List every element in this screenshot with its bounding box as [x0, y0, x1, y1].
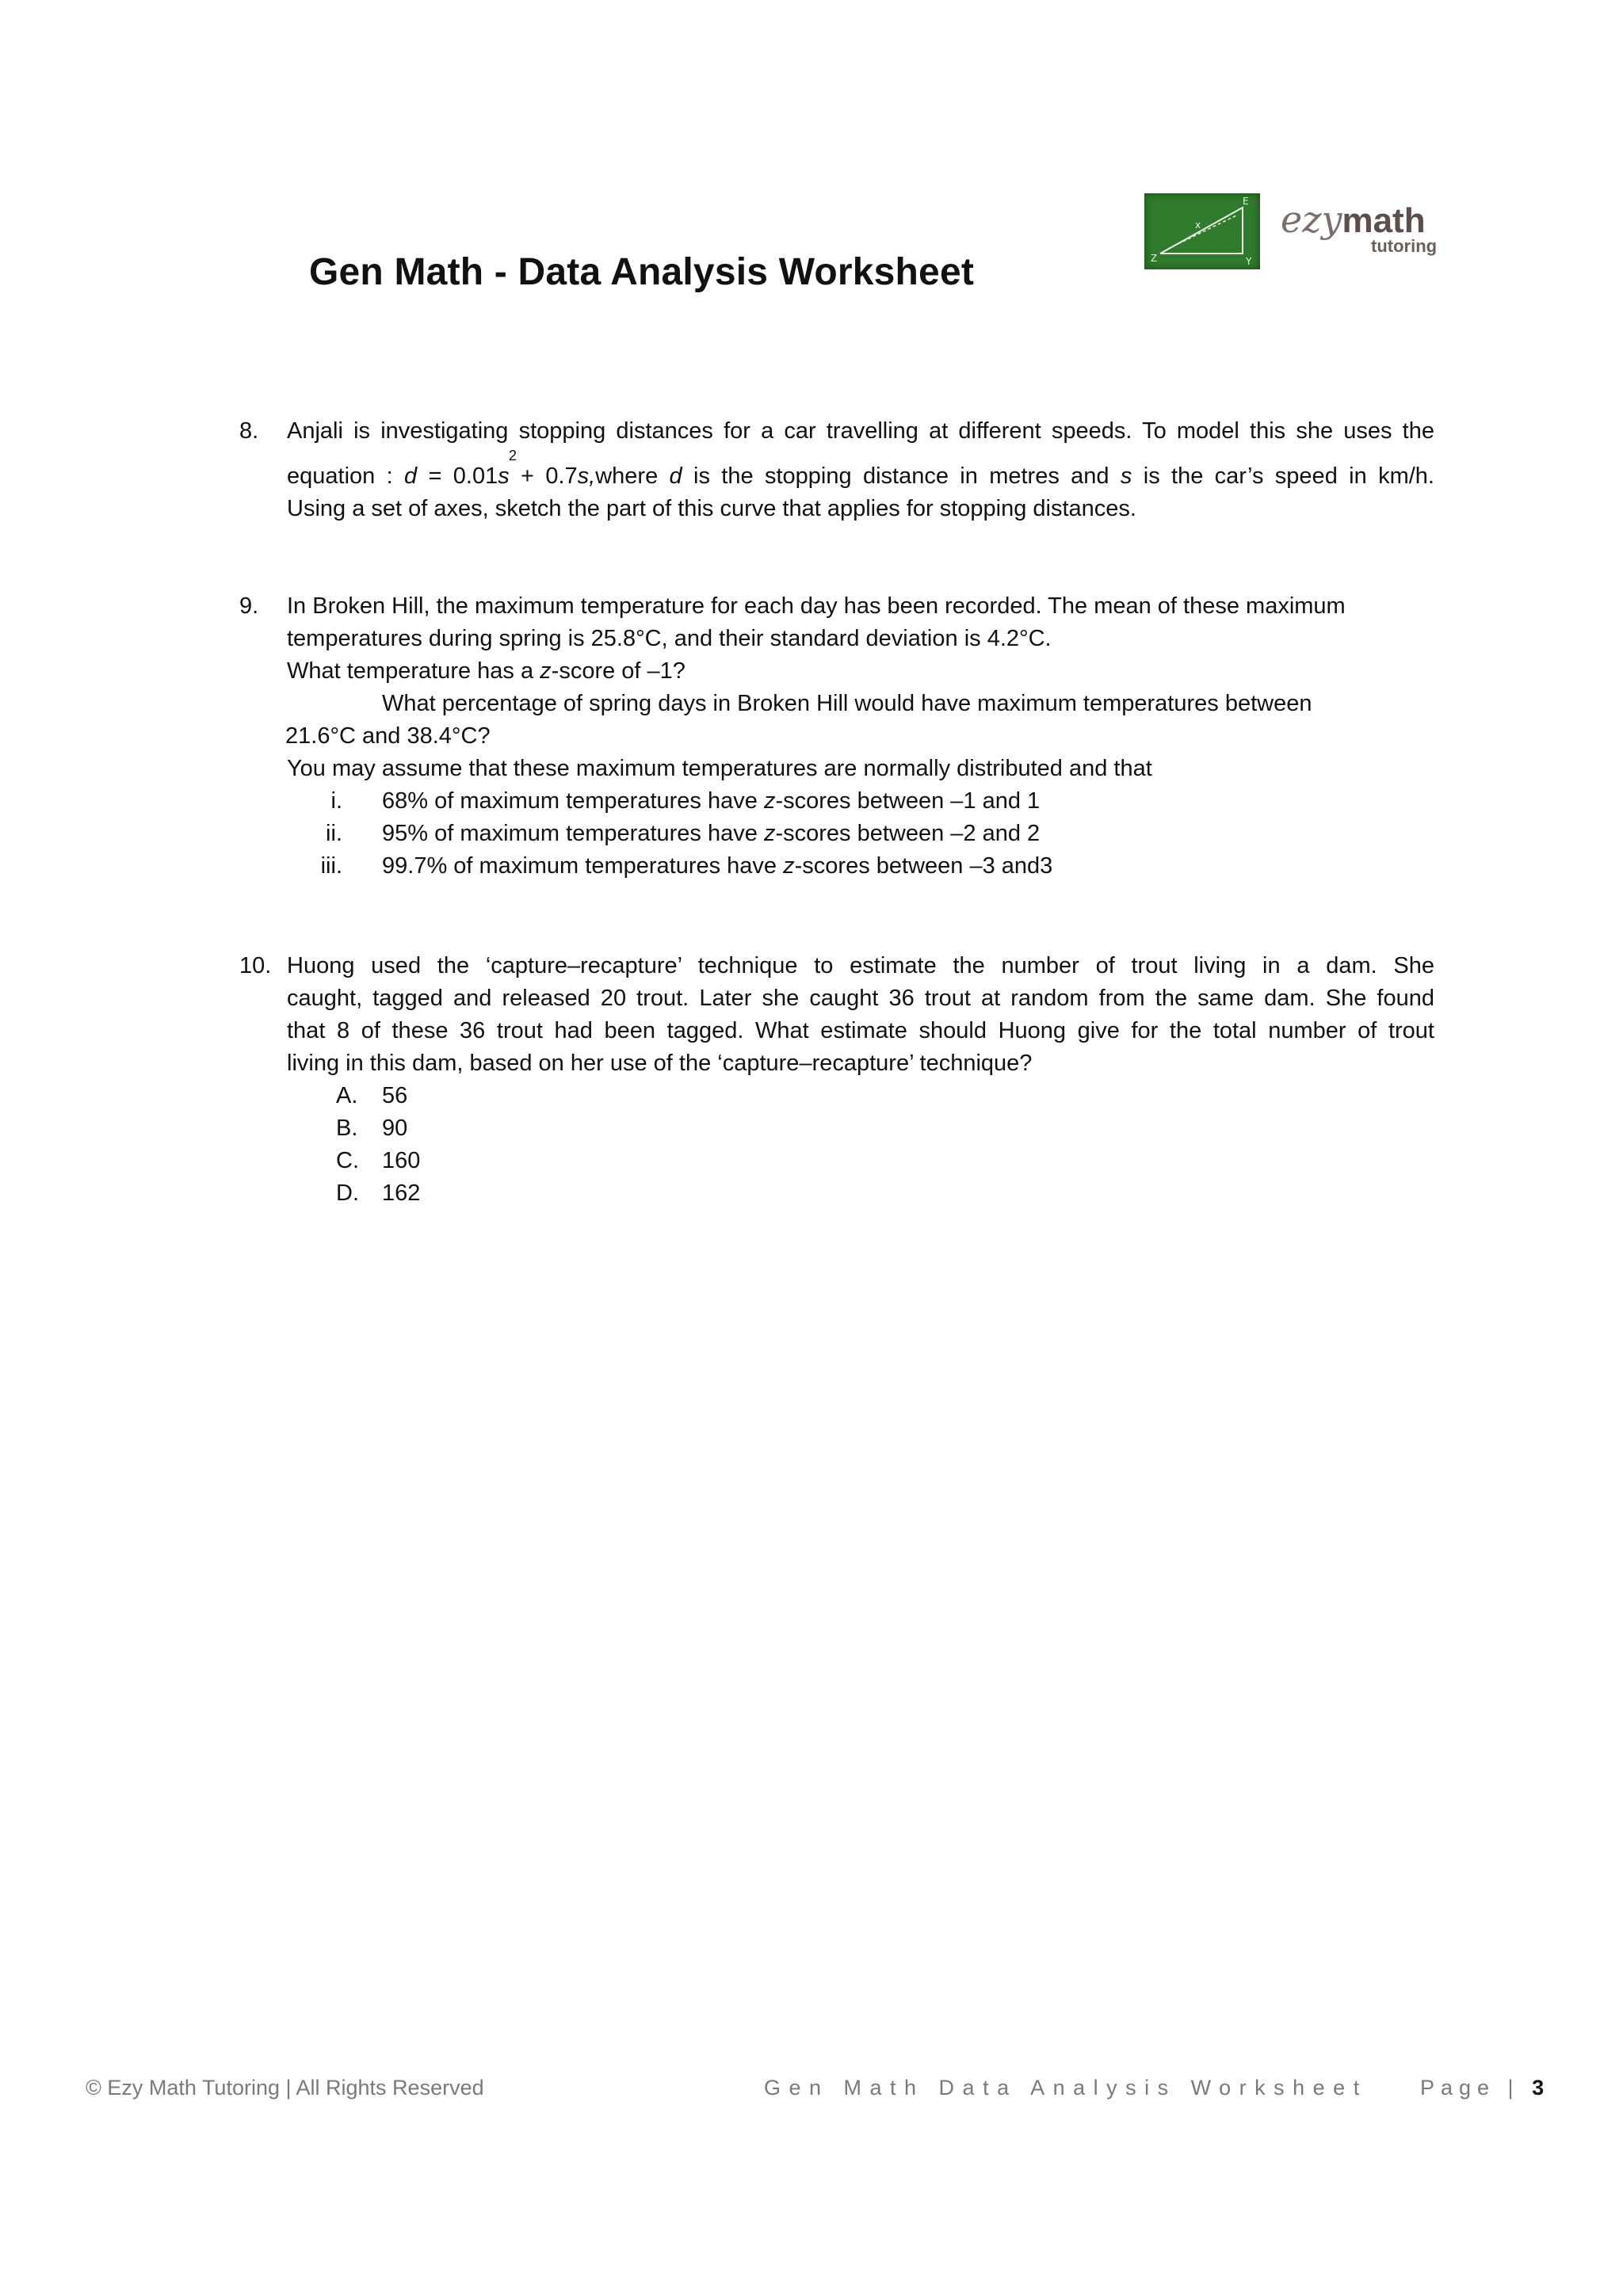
- chalkboard-logo-icon: [1144, 193, 1260, 269]
- question-line: Anjali is investigating stopping distances for a car travelling at different speeds. To model this she uses the: [287, 418, 1434, 444]
- logo-word-ezy: ezy: [1281, 198, 1342, 241]
- question-line: temperatures during spring is 25.8°C, and their standard deviation is 4.2°C.: [287, 626, 1052, 651]
- question-number: 8.: [239, 418, 259, 444]
- item-text: [382, 785, 1040, 818]
- variable-z: z: [763, 821, 776, 846]
- option-label: A.: [336, 1083, 358, 1108]
- variable-s: s: [1120, 463, 1132, 489]
- logo-word-math: math: [1342, 201, 1426, 240]
- page-title: Gen Math - Data Analysis Worksheet: [309, 251, 975, 293]
- question-line: caught, tagged and released 20 trout. Later she caught 36 trout at random from the same dam. She found: [287, 986, 1434, 1011]
- answer-option-b: [287, 1112, 1434, 1145]
- answer-option-a: [287, 1080, 1434, 1112]
- item-text-part: 68% of maximum temperatures have: [382, 788, 764, 814]
- equation-text: + 0.7: [509, 463, 578, 489]
- option-value: 160: [382, 1148, 421, 1173]
- question-line: 21.6°C and 38.4°C?: [285, 723, 491, 749]
- board-letter-e: E: [1243, 196, 1249, 207]
- question-line: that 8 of these 36 trout had been tagged. What estimate should Huong give for the total number of trout: [287, 1018, 1434, 1043]
- item-label: iii.: [320, 853, 342, 879]
- question-line: [287, 655, 1434, 688]
- item-text: [382, 850, 1052, 883]
- question-body: [287, 950, 1434, 1210]
- item-text-part: 95% of maximum temperatures have: [382, 821, 764, 846]
- question-text: -score of –1?: [551, 658, 685, 684]
- item-label: ii.: [326, 821, 342, 846]
- question-line: living in this dam, based on her use of the ‘capture–recapture’ technique?: [287, 1051, 1033, 1076]
- question-number: 10.: [239, 953, 272, 978]
- variable-s: s: [498, 463, 510, 489]
- item-label: i.: [330, 788, 342, 814]
- equation-text: is the stopping distance in metres and: [682, 463, 1121, 489]
- footer-doc-title: Gen Math Data Analysis Worksheet: [764, 2076, 1368, 2100]
- footer-page-number: 3: [1532, 2076, 1545, 2100]
- variable-d: d: [669, 463, 682, 489]
- variable-z: z: [763, 788, 776, 814]
- equation-text: equation :: [287, 463, 405, 489]
- item-text-part: -scores between –1 and 1: [775, 788, 1041, 814]
- assumption-item: [287, 818, 1434, 850]
- board-letter-y: Y: [1246, 256, 1252, 267]
- footer-page-label: Page |: [1420, 2076, 1520, 2100]
- question-line: Using a set of axes, sketch the part of this curve that applies for stopping distances.: [287, 496, 1136, 521]
- option-label: D.: [336, 1180, 359, 1206]
- equation-text: = 0.01: [417, 463, 498, 489]
- answer-option-c: [287, 1145, 1434, 1177]
- variable-z: z: [540, 658, 552, 684]
- variable-s: s,: [577, 463, 596, 489]
- option-value: 90: [382, 1116, 408, 1141]
- item-text-part: -scores between –3 and3: [794, 853, 1053, 879]
- logo-wordmark: [1281, 198, 1426, 241]
- variable-z: z: [783, 853, 795, 879]
- board-letter-z: Z: [1151, 253, 1158, 264]
- option-value: 56: [382, 1083, 408, 1108]
- footer-copyright: © Ezy Math Tutoring | All Rights Reserved: [86, 2076, 484, 2100]
- assumption-item: [287, 850, 1434, 883]
- item-text-part: -scores between –2 and 2: [775, 821, 1041, 846]
- question-line: What percentage of spring days in Broken Hill would have maximum temperatures between: [382, 691, 1312, 716]
- option-value: 162: [382, 1180, 421, 1206]
- equation-text: is the car’s speed in km/h.: [1132, 463, 1434, 489]
- exponent-superscript: 2: [509, 448, 517, 463]
- item-text: [382, 818, 1040, 850]
- question-text: What temperature has a: [287, 658, 540, 684]
- item-text-part: 99.7% of maximum temperatures have: [382, 853, 784, 879]
- equation-text: where: [595, 463, 670, 489]
- question-line: Huong used the ‘capture–recapture’ technique to estimate the number of trout living in a dam. She: [287, 953, 1434, 978]
- footer-page: [1420, 2076, 1544, 2100]
- ezy-math-logo: [1144, 193, 1445, 273]
- variable-d: d: [404, 463, 418, 489]
- question-equation-line: [287, 448, 1434, 493]
- question-body: [287, 590, 1434, 883]
- question-body: [287, 415, 1434, 525]
- question-line: In Broken Hill, the maximum temperature for each day has been recorded. The mean of these maximum: [287, 593, 1346, 619]
- logo-tagline: tutoring: [1371, 236, 1438, 256]
- option-label: B.: [336, 1116, 358, 1141]
- question-line: You may assume that these maximum temperatures are normally distributed and that: [287, 756, 1152, 781]
- question-number: 9.: [239, 593, 259, 619]
- assumption-item: [287, 785, 1434, 818]
- answer-option-d: [287, 1177, 1434, 1210]
- board-letter-x: x: [1195, 219, 1201, 231]
- option-label: C.: [336, 1148, 359, 1173]
